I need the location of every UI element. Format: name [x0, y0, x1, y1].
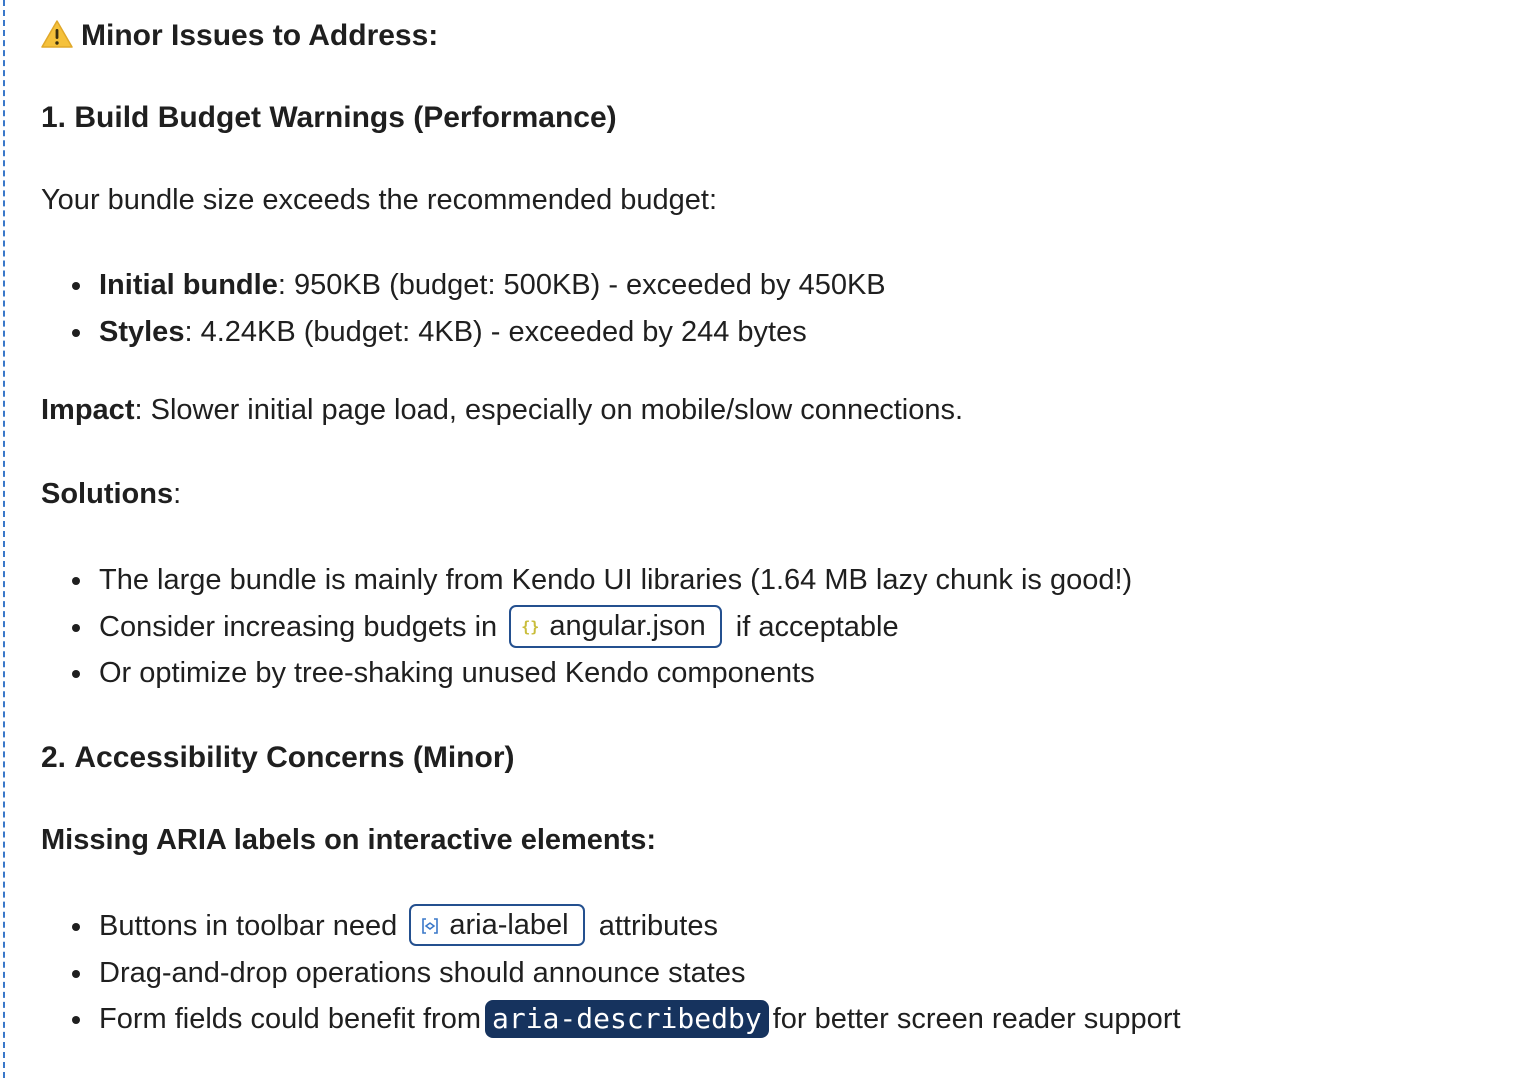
- budget-list: [41, 262, 886, 355]
- list-item: Styles: 4.24KB (budget: 4KB) - exceeded by 244 bytes: [41, 309, 886, 356]
- list-item: Consider increasing budgets in {} angular.json if acceptable: [41, 604, 1132, 651]
- list-item: Or optimize by tree-shaking unused Kendo components: [41, 650, 1132, 697]
- warning-icon: [41, 20, 73, 48]
- aria-label-symbol-chip[interactable]: aria-label: [409, 904, 584, 946]
- list-item: Buttons in toolbar need aria-label attributes: [41, 903, 1181, 950]
- accessibility-list: [41, 903, 1181, 1043]
- list-item: Initial bundle: 950KB (budget: 500KB) - exceeded by 450KB: [41, 262, 886, 309]
- symbol-icon: [421, 917, 439, 935]
- section2-subheading: Missing ARIA labels on interactive elements:: [41, 824, 657, 856]
- json-file-icon: {}: [521, 617, 540, 636]
- minor-issues-heading: Minor Issues to Address:: [41, 16, 438, 56]
- left-dashed-rule: [3, 0, 5, 1078]
- solutions-label: Solutions:: [41, 478, 182, 510]
- section1-heading: 1. Build Budget Warnings (Performance): [41, 101, 617, 134]
- list-item: The large bundle is mainly from Kendo UI libraries (1.64 MB lazy chunk is good!): [41, 557, 1132, 604]
- impact-paragraph: Impact: Slower initial page load, especially on mobile/slow connections.: [41, 394, 964, 426]
- section2-heading: 2. Accessibility Concerns (Minor): [41, 741, 515, 774]
- list-item: Form fields could benefit from aria-describedby for better screen reader support: [41, 996, 1181, 1043]
- solutions-list: [41, 557, 1132, 697]
- angular-json-file-chip[interactable]: {} angular.json: [509, 605, 721, 648]
- section1-intro: Your bundle size exceeds the recommended budget:: [41, 184, 718, 216]
- list-item: Drag-and-drop operations should announce states: [41, 950, 1181, 997]
- inline-code: aria-describedby: [485, 1000, 769, 1038]
